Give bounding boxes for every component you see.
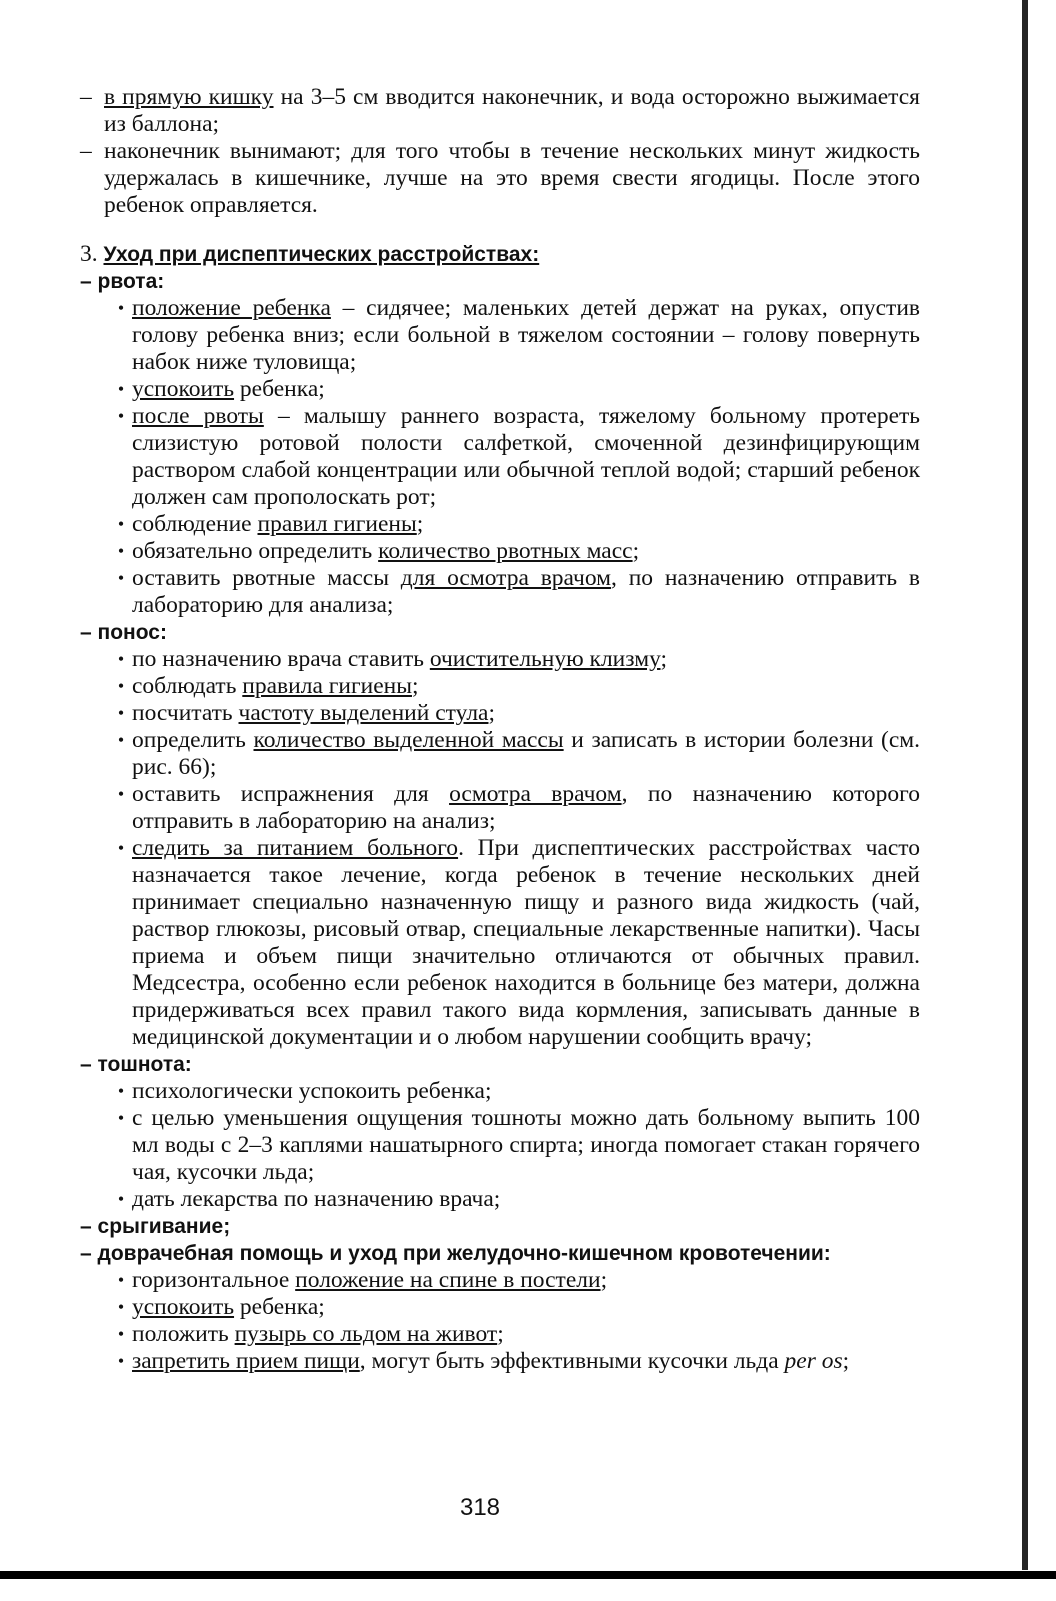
list-item: • психологически успокоить ребенка; (117, 1078, 492, 1104)
page-number: 318 (459, 1494, 501, 1521)
page-content (80, 84, 920, 1375)
list-item: • соблюдать правила гигиены; (117, 673, 419, 699)
list-item: • посчитать частоту выделений стула; (117, 700, 496, 726)
intro-line-2: – наконечник вынимают; для того чтобы в течение нескольких минут жидкость удержалась в кишечнике, лучше на это время свести ягодицы. После этого ребенок оправляется. (80, 138, 920, 218)
list-item: • обязательно определить количество рвотных масс; (117, 538, 640, 564)
list-item: • запретить прием пищи, могут быть эффективными кусочки льда per os; (117, 1348, 850, 1374)
list-item: • положение ребенка – сидячее; маленьких детей держат на руках, опустив голову ребенка вниз; если больной в тяжелом состоянии – голову повернуть набок ниже туловища; (117, 295, 920, 375)
vomit-header: – рвота: (80, 270, 165, 293)
scan-edge-right (1022, 0, 1028, 1570)
list-item: • успокоить ребенка; (117, 1294, 325, 1320)
nausea-header: – тошнота: (80, 1053, 192, 1076)
bleeding-header: – доврачебная помощь и уход при желудочно-кишечном кровотечении: (80, 1242, 831, 1265)
scan-edge-bottom (0, 1571, 1056, 1579)
underlined-term: в прямую кишку (104, 84, 274, 110)
diarrhea-header: – понос: (80, 621, 167, 644)
list-item: • успокоить ребенка; (117, 376, 325, 402)
list-item: • оставить испражнения для осмотра врачом, по назначению которого отправить в лабораторию на анализ; (117, 781, 920, 834)
list-item: • с целью уменьшения ощущения тошноты можно дать больному выпить 100 мл воды с 2–3 каплями нашатырного спирта; иногда помогает стакан горячего чая, кусочки льда; (117, 1105, 920, 1185)
list-item: • определить количество выделенной массы и записать в истории болезни (см. рис. 66); (117, 727, 921, 780)
list-item: • после рвоты – малышу раннего возраста, тяжелому больному протереть слизистую ротовой полости салфеткой, смоченной дезинфицирующим раствором слабой концентрации или обычной теплой водой; старший ребенок должен сам прополоскать рот; (117, 403, 921, 510)
list-item: • по назначению врача ставить очистительную клизму; (117, 646, 668, 672)
section-heading: 3. Уход при диспептических расстройствах: (80, 241, 540, 267)
intro-line-1: – в прямую кишку на 3–5 см вводится наконечник, и вода осторожно выжимается из баллона; (80, 84, 920, 137)
list-item: • положить пузырь со льдом на живот; (117, 1321, 504, 1347)
list-item: • следить за питанием больного. При диспептических расстройствах часто назначается такое лечение, когда ребенок в течение нескольких дней принимает специально назначенную пищу и разного вида жидкость (чай, раствор глюкозы, рисовый отвар, специальные лекарственные напитки). Часы приема и объем пищи значительно отличаются от обычных правил. Медсестра, особенно если ребенок находится в больнице без матери, должна придерживаться всех правил такого вида кормления, записывать данные в медицинской документации и о любом нарушении сообщить врачу; (117, 835, 920, 1050)
regurg-header: – срыгивание; (80, 1215, 231, 1238)
list-item: • оставить рвотные массы для осмотра врачом, по назначению отправить в лабораторию для анализа; (117, 565, 920, 618)
list-item: • соблюдение правил гигиены; (117, 511, 424, 537)
list-item: • дать лекарства по назначению врача; (117, 1186, 501, 1212)
list-item: • горизонтальное положение на спине в постели; (117, 1267, 608, 1293)
